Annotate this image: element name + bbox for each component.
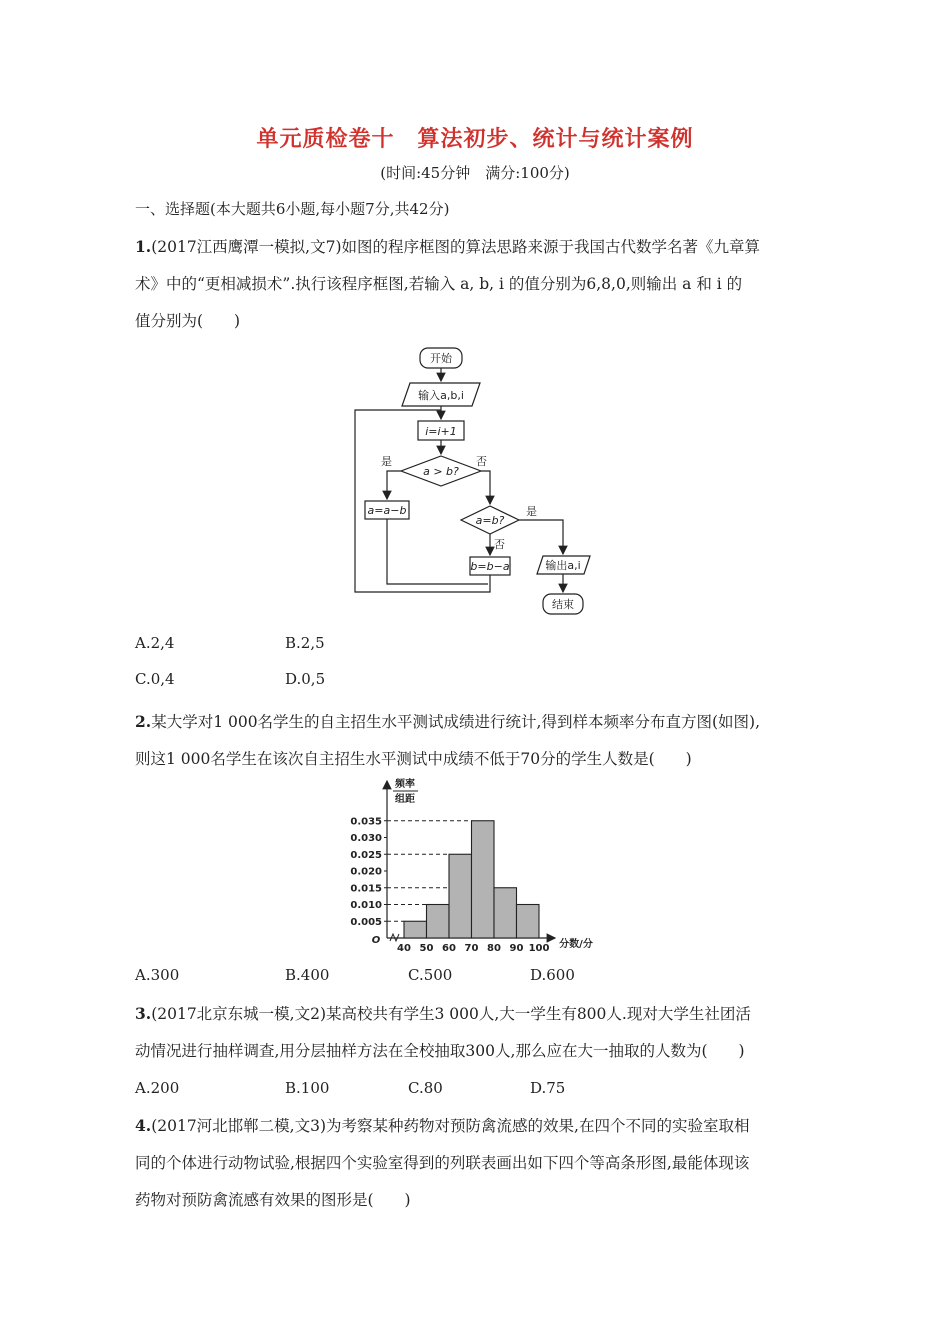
q3-line-2: 动情况进行抽样调查,用分层抽样方法在全校抽取300人,那么应在大一抽取的人数为( ) xyxy=(135,1042,745,1060)
flow-yes1-label: 是 xyxy=(381,455,392,468)
histogram-bar xyxy=(517,905,540,939)
question-4 xyxy=(135,1107,825,1219)
flow-yes2-label: 是 xyxy=(526,505,537,518)
question-3 xyxy=(135,995,825,1070)
histogram-bar xyxy=(404,921,427,938)
histogram-ytick-label: 0.020 xyxy=(350,866,382,878)
q1-line-1: 1.(2017江西鹰潭一模拟,文7)如图的程序框图的算法思路来源于我国古代数学名著《九章算 xyxy=(135,237,761,256)
q3-option-d: D.75 xyxy=(530,1079,566,1097)
q3-option-c: C.80 xyxy=(408,1079,443,1097)
histogram-xtick-label: 80 xyxy=(487,943,501,954)
q1-line-2: 术》中的“更相减损术”.执行该程序框图,若输入 a, b, i 的值分别为6,8,0,则输出 a 和 i 的 xyxy=(135,275,743,293)
section-heading: 一、选择题(本大题共6小题,每小题7分,共42分) xyxy=(135,200,450,218)
flow-assign-a-text: a=a−b xyxy=(367,504,407,517)
flow-input-text: 输入a,b,i xyxy=(418,389,464,402)
histogram-xlabel: 分数/分 xyxy=(559,939,593,950)
q2-option-a: A.300 xyxy=(135,966,180,984)
q1-number: 1. xyxy=(135,237,152,256)
histogram-bar xyxy=(449,854,472,938)
histogram-bar xyxy=(472,821,495,938)
exam-info: (时间:45分钟 满分:100分) xyxy=(380,164,570,182)
flow-no2-label: 否 xyxy=(494,538,505,551)
histogram-xtick-label: 40 xyxy=(397,943,411,954)
histogram-ylabel-bottom: 组距 xyxy=(395,794,415,805)
q1-option-d: D.0,5 xyxy=(285,670,326,688)
histogram-xtick-label: 100 xyxy=(528,943,550,954)
histogram-xtick-label: 50 xyxy=(419,943,434,954)
histogram-xtick-label: 70 xyxy=(464,943,479,954)
histogram-origin: O xyxy=(371,935,381,946)
q1-option-b: B.2,5 xyxy=(285,634,325,652)
flow-assign-b-text: b=b−a xyxy=(470,560,510,573)
page-title: 单元质检卷十 算法初步、统计与统计案例 xyxy=(256,127,694,152)
q3-number: 3. xyxy=(135,1004,152,1023)
question-1 xyxy=(135,228,825,340)
question-2 xyxy=(135,703,825,778)
histogram-xtick-label: 90 xyxy=(509,943,524,954)
q2-line-2: 则这1 000名学生在该次自主招生水平测试中成绩不低于70分的学生人数是( ) xyxy=(135,750,692,768)
q3-option-b: B.100 xyxy=(285,1079,330,1097)
histogram-xtick-label: 60 xyxy=(442,943,456,954)
q4-line-3: 药物对预防禽流感有效果的图形是( ) xyxy=(135,1191,411,1209)
q2-option-b: B.400 xyxy=(285,966,330,984)
histogram-bar xyxy=(427,905,450,939)
histogram-axis-break xyxy=(390,934,399,941)
flow-cond1-text: a > b? xyxy=(423,465,459,478)
flow-output-text: 输出a,i xyxy=(545,559,581,572)
histogram-bar xyxy=(494,888,517,938)
flow-end-text: 结束 xyxy=(552,598,574,611)
q4-line-2: 同的个体进行动物试验,根据四个实验室得到的列联表画出如下四个等高条形图,最能体现该 xyxy=(135,1154,750,1172)
q2-option-c: C.500 xyxy=(408,966,453,984)
histogram-ytick-label: 0.030 xyxy=(350,833,382,844)
q1-line-3: 值分别为( ) xyxy=(135,312,241,330)
q3-option-a: A.200 xyxy=(135,1079,180,1097)
q3-line-1: 3.(2017北京东城一模,文2)某高校共有学生3 000人,大一学生有800人.现对大学生社团活 xyxy=(135,1004,751,1023)
histogram-ytick-label: 0.015 xyxy=(350,883,382,895)
histogram xyxy=(340,775,615,955)
flow-increment-text: i=i+1 xyxy=(425,425,457,438)
histogram-ytick-label: 0.035 xyxy=(350,816,382,828)
flow-cond2-text: a=b? xyxy=(475,514,505,527)
q2-line-1: 2.某大学对1 000名学生的自主招生水平测试成绩进行统计,得到样本频率分布直方图(如图), xyxy=(135,712,761,731)
q2-option-d: D.600 xyxy=(530,966,575,984)
q4-line-1: 4.(2017河北邯郸二模,文3)为考察某种药物对预防禽流感的效果,在四个不同的实验室取相 xyxy=(135,1116,750,1135)
flow-start-text: 开始 xyxy=(430,352,452,365)
histogram-ylabel-top: 频率 xyxy=(395,779,415,790)
q1-option-c: C.0,4 xyxy=(135,670,175,688)
q2-number: 2. xyxy=(135,712,152,731)
flow-no1-label: 否 xyxy=(476,455,487,468)
histogram-ytick-label: 0.010 xyxy=(350,900,382,911)
histogram-ytick-label: 0.005 xyxy=(350,916,382,928)
histogram-ytick-label: 0.025 xyxy=(350,849,382,861)
flowchart xyxy=(340,340,620,620)
q4-number: 4. xyxy=(135,1116,152,1135)
q1-option-a: A.2,4 xyxy=(135,634,175,652)
